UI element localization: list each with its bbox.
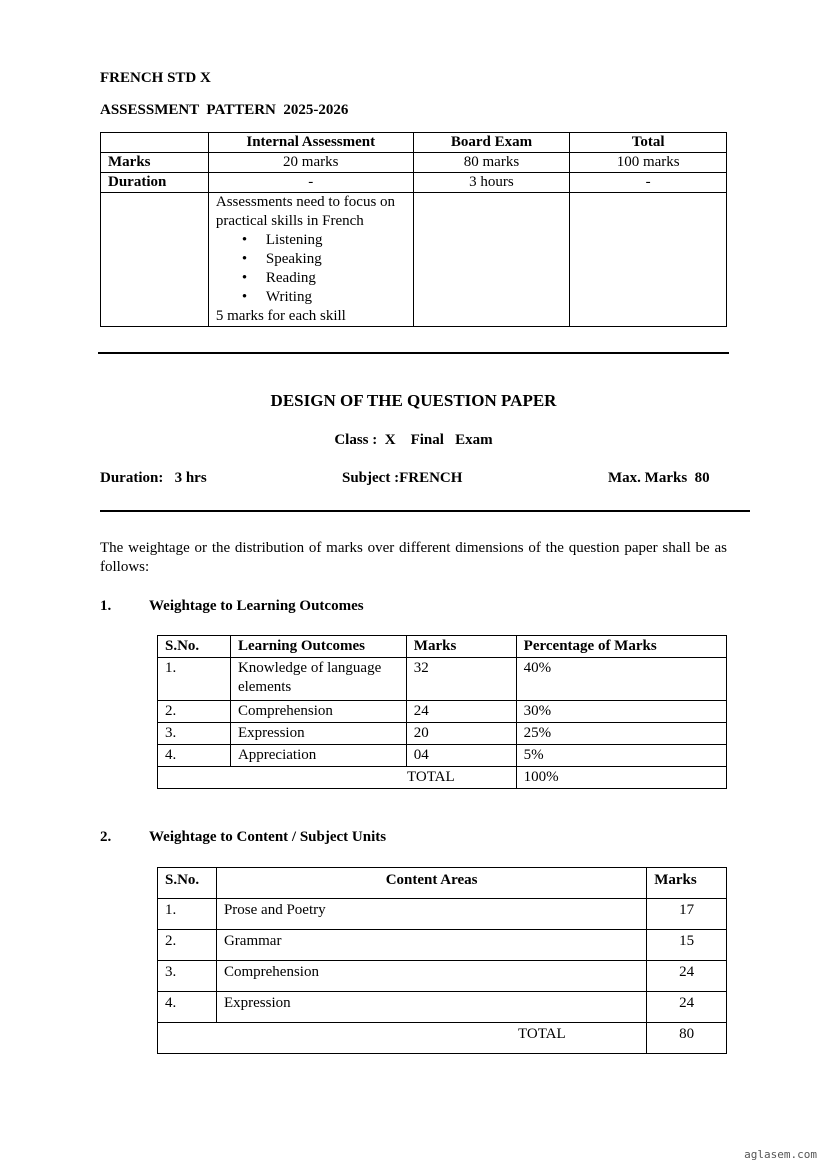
learning-outcomes-table (157, 635, 727, 789)
skill-item: • Writing (266, 288, 406, 307)
skills-total-empty (570, 193, 727, 327)
marks-label: Marks (101, 153, 209, 173)
marks-row (101, 153, 727, 173)
assessment-table (100, 132, 727, 327)
marks-internal: 20 marks (208, 153, 413, 173)
cu-total-label: TOTAL (158, 1023, 647, 1054)
max-marks-info: Max. Marks 80 (608, 470, 710, 486)
skills-intro: Assessments need to focus on practical skills in French (215, 194, 396, 229)
table-row (158, 701, 727, 723)
lo-total-label: TOTAL (158, 767, 517, 789)
lo-header-outcomes: Learning Outcomes (230, 636, 406, 658)
duration-board: 3 hours (413, 173, 570, 193)
class-line: Class : X Final Exam (334, 432, 493, 448)
lo-sno: 2. (158, 701, 231, 723)
header-total: Total (570, 133, 727, 153)
cu-header-sno: S.No. (158, 868, 217, 899)
duration-total: - (570, 173, 727, 193)
cu-marks: 24 (647, 961, 727, 992)
lo-outcome: Knowledge of language elements (230, 658, 406, 701)
table-row (158, 961, 727, 992)
lo-header-row (158, 636, 727, 658)
lo-percentage: 25% (516, 723, 726, 745)
pattern-title: ASSESSMENT PATTERN 2025-2026 (100, 102, 349, 118)
lo-header-sno: S.No. (158, 636, 231, 658)
lo-sno: 3. (158, 723, 231, 745)
skills-cell (208, 193, 413, 327)
lo-outcome: Expression (230, 723, 406, 745)
cu-content: Expression (216, 992, 646, 1023)
skill-item: • Listening (266, 231, 406, 250)
cu-content: Prose and Poetry (216, 899, 646, 930)
section1-title: Weightage to Learning Outcomes (149, 598, 364, 614)
cu-sno: 4. (158, 992, 217, 1023)
cu-marks: 17 (647, 899, 727, 930)
skills-list (216, 231, 406, 307)
cu-marks: 24 (647, 992, 727, 1023)
design-title: DESIGN OF THE QUESTION PAPER (270, 391, 557, 410)
lo-marks: 24 (406, 701, 516, 723)
lo-percentage: 30% (516, 701, 726, 723)
divider-bottom (100, 510, 750, 512)
lo-total-value: 100% (516, 767, 726, 789)
cu-header-content: Content Areas (216, 868, 646, 899)
lo-sno: 1. (158, 658, 231, 701)
cu-sno: 3. (158, 961, 217, 992)
cu-header-marks: Marks (647, 868, 727, 899)
marks-board: 80 marks (413, 153, 570, 173)
section2-title: Weightage to Content / Subject Units (149, 829, 387, 845)
section1-number: 1. (100, 598, 112, 614)
lo-marks: 32 (406, 658, 516, 701)
table-row (158, 992, 727, 1023)
lo-total-row (158, 767, 727, 789)
cu-content: Grammar (216, 930, 646, 961)
table-row (158, 930, 727, 961)
subject-line: FRENCH STD X (100, 70, 211, 86)
table-row (158, 899, 727, 930)
table-row (158, 745, 727, 767)
cu-sno: 2. (158, 930, 217, 961)
watermark: aglasem.com (744, 1148, 817, 1161)
section2-number: 2. (100, 829, 112, 845)
skills-board-empty (413, 193, 570, 327)
cu-content: Comprehension (216, 961, 646, 992)
skills-empty (101, 193, 209, 327)
lo-marks: 20 (406, 723, 516, 745)
assessment-header-row (101, 133, 727, 153)
lo-header-marks: Marks (406, 636, 516, 658)
header-board: Board Exam (413, 133, 570, 153)
cu-total-row (158, 1023, 727, 1054)
lo-header-percentage: Percentage of Marks (516, 636, 726, 658)
lo-sno: 4. (158, 745, 231, 767)
lo-marks: 04 (406, 745, 516, 767)
skill-item: • Reading (266, 269, 406, 288)
cu-total-value: 80 (647, 1023, 727, 1054)
duration-row (101, 173, 727, 193)
skill-item: • Speaking (266, 250, 406, 269)
marks-total: 100 marks (570, 153, 727, 173)
header-empty (101, 133, 209, 153)
content-units-table (157, 867, 727, 1054)
table-row (158, 723, 727, 745)
table-row (158, 658, 727, 701)
intro-paragraph: The weightage or the distribution of marks over different dimensions of the question paper shall be as follows: (100, 540, 727, 575)
lo-outcome: Comprehension (230, 701, 406, 723)
lo-percentage: 5% (516, 745, 726, 767)
lo-percentage: 40% (516, 658, 726, 701)
skills-note: 5 marks for each skill (215, 308, 346, 324)
divider-top (98, 352, 729, 354)
subject-info: Subject :FRENCH (342, 470, 463, 486)
cu-sno: 1. (158, 899, 217, 930)
duration-info: Duration: 3 hrs (100, 470, 207, 486)
duration-label: Duration (101, 173, 209, 193)
lo-outcome: Appreciation (230, 745, 406, 767)
cu-header-row (158, 868, 727, 899)
skills-row (101, 193, 727, 327)
duration-internal: - (208, 173, 413, 193)
cu-marks: 15 (647, 930, 727, 961)
header-internal: Internal Assessment (208, 133, 413, 153)
